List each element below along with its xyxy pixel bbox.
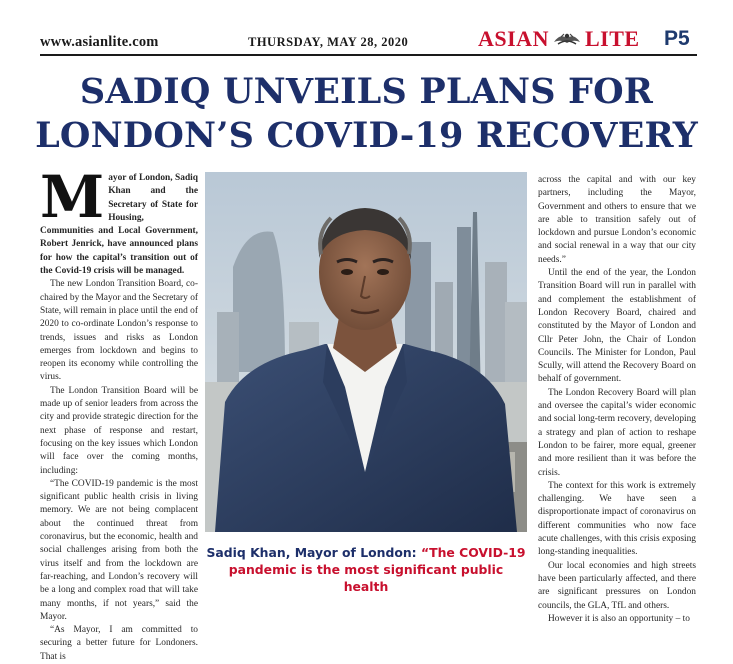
article-photo	[205, 172, 527, 532]
article-paragraph: across the capital and with our key partners, including the Mayor, Government and others to ensure that we are able to transition safely out of lockdown and pursue London’s economic and social renewal in a way that our city needs.”	[538, 175, 696, 265]
page-number: P5	[664, 27, 690, 50]
masthead-rule	[40, 54, 697, 56]
article-paragraph: The new London Transition Board, co-chaired by the Mayor and the Secretary of State, will remain in place until the end of 2020 to co-ordinate London’s response to trends, issues and risks as London emerges from lockdown and begins to reopen its economy while controlling the virus.	[40, 279, 199, 383]
logo-word-left: ASIAN	[478, 26, 549, 51]
sadiq-khan-portrait	[205, 172, 527, 532]
article-paragraph: The London Recovery Board will plan and oversee the capital’s wider economic and social long-term recovery, developing a strategy and plan of action to reshape London to be fairer, more equal, greener and more resilient than it was before the crisis.	[538, 387, 696, 478]
article-paragraph: “The COVID-19 pandemic is the most significant public health crisis in living memory. We are not being complacent about the continued threat from coronavirus, but the economic, health and social challenges arising from both the virus itself and from the lockdown are far-reaching, and London’s recovery will be a long and complex road that will take many months, if not years,” said the Mayor.	[40, 478, 198, 622]
article-column-right	[538, 174, 696, 626]
article-paragraph: However it is also an opportunity – to	[548, 613, 690, 624]
article-column-left	[40, 163, 199, 664]
article-paragraph: Until the end of the year, the London Transition Board will run in parallel with and complement the establishment of London Recovery Board, chaired and constituted by the Mayor of London and Cllr Peter John, the Chair of London Councils. The Minister for London, Paul Scully, will attend the Recovery Board on behalf of government.	[538, 268, 696, 385]
issue-date: THURSDAY, MAY 28, 2020	[248, 35, 409, 49]
caption-quote: “The COVID-19 pandemic is the most significant public health	[228, 545, 526, 594]
headline	[20, 70, 713, 158]
article-paragraph: The London Transition Board will be made up of senior leaders from across the city and provide strategic direction for the next phase of response and restart, focusing on the key issues which London will face over the coming months, including:	[40, 385, 198, 476]
site-url[interactable]: www.asianlite.com	[40, 34, 159, 50]
article-paragraph: Our local economies and high streets have been particularly affected, and there are significant pressures on London councils, the GLA, TfL and others.	[538, 560, 696, 611]
asian-lite-logo	[478, 26, 640, 52]
caption-speaker: Sadiq Khan, Mayor of London:	[206, 545, 417, 560]
headline-line-1: SADIQ UNVEILS PLANS FOR	[79, 71, 654, 112]
drop-cap: M	[40, 163, 105, 231]
masthead	[0, 0, 733, 56]
logo-word-right: LITE	[584, 26, 640, 51]
article-lead	[40, 163, 198, 278]
crest-emblem-icon	[552, 29, 582, 49]
lead-text: ayor of London, Sadiq Khan and the Secretary of State for Housing, Communities and Local Government, Robert Jenrick, have announced plans for how the capital’s transition out of the Covid-19 crisis will be managed.	[40, 173, 198, 277]
article-paragraph: “As Mayor, I am committed to securing a better future for Londoners. That is	[40, 625, 198, 662]
photo-caption	[205, 544, 527, 595]
headline-line-2: LONDON’S COVID-19 RECOVERY	[35, 115, 698, 156]
article-paragraph: The context for this work is extremely challenging. We have seen a disproportionate impact of coronavirus on different communities who now face acute challenges, with this crisis exposing long-standing inequalities.	[538, 480, 696, 558]
